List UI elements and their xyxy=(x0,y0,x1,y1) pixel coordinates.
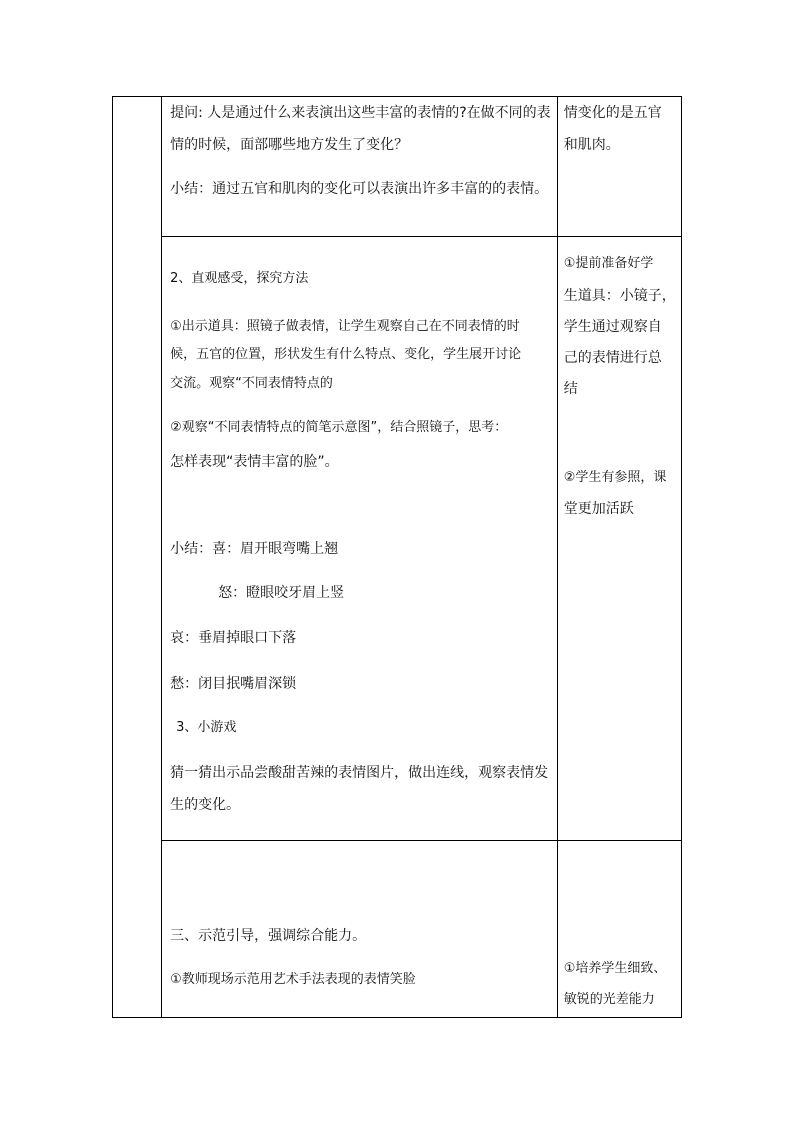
note-line: 堂更加活跃 xyxy=(563,501,634,517)
note-cell-3 xyxy=(557,841,681,1018)
table-row xyxy=(113,841,682,1018)
note-line: 结 xyxy=(563,381,578,397)
first-column-cell xyxy=(113,97,162,1018)
main-cell-methods xyxy=(162,237,558,841)
summary-sorrow: 哀：垂眉掉眼口下落 xyxy=(170,630,297,646)
game-heading: 3、小游戏 xyxy=(176,720,237,735)
summary-text: 小结：通过五官和肌肉的变化可以表演出许多丰富的的表情。 xyxy=(170,181,549,197)
item1-line-1: ①出示道具：照镜子做表情，让学生观察自己在不同表情的时 xyxy=(170,319,520,334)
section-heading: 2、直观感受，探究方法 xyxy=(170,271,309,286)
item2-line-2: 怎样表现“表情丰富的脸”。 xyxy=(170,454,339,470)
note-line: 学生通过观察自 xyxy=(563,319,662,335)
question-line-2: 情的时候，面部哪些地方发生了变化？ xyxy=(170,137,409,153)
item1-line-2: 候，五官的位置，形状发生有什么特点、变化，学生展开讨论 xyxy=(170,347,522,362)
summary-joy: 小结：喜：眉开眼弯嘴上翘 xyxy=(170,541,339,557)
item2-line-1: ②观察“不同表情特点的简笔示意图”，结合照镜子，思考： xyxy=(170,420,508,435)
note-line: 情变化的是五官 xyxy=(563,105,662,121)
note-line: 和肌肉。 xyxy=(563,137,620,153)
summary-anger: 怒：瞪眼咬牙眉上竖 xyxy=(218,585,345,601)
lesson-plan-table xyxy=(112,96,682,1018)
note-line: 己的表情进行总 xyxy=(563,350,662,366)
section-heading: 三、示范引导，强调综合能力。 xyxy=(170,928,367,944)
game-line-1: 猜一猜出示品尝酸甜苦辣的表情图片，做出连线，观察表情发 xyxy=(170,765,549,781)
summary-worry: 愁：闭目抿嘴眉深锁 xyxy=(170,676,297,692)
item1-line-3: 交流。观察“不同表情特点的 xyxy=(170,376,333,391)
note-line: ②学生有参照，课 xyxy=(563,470,667,485)
main-cell-demonstration xyxy=(162,841,558,1018)
note-cell-2 xyxy=(557,237,681,841)
table-row xyxy=(113,237,682,841)
note-line: 敏锐的光差能力 xyxy=(563,992,655,1007)
demonstration-item: ①教师现场示范用艺术手法表现的表情笑脸 xyxy=(170,972,416,987)
question-line-1: 提问: 人是通过什么来表演出这些丰富的表情的?在做不同的表 xyxy=(170,105,551,121)
main-cell-question xyxy=(162,97,558,237)
table-row xyxy=(113,97,682,237)
note-line: ①提前准备好学 xyxy=(563,256,654,271)
note-line: ①培养学生细致、 xyxy=(563,961,667,976)
game-line-2: 生的变化。 xyxy=(170,797,241,813)
note-line: 生道具：小镜子， xyxy=(563,288,676,304)
note-cell-1 xyxy=(557,97,681,237)
